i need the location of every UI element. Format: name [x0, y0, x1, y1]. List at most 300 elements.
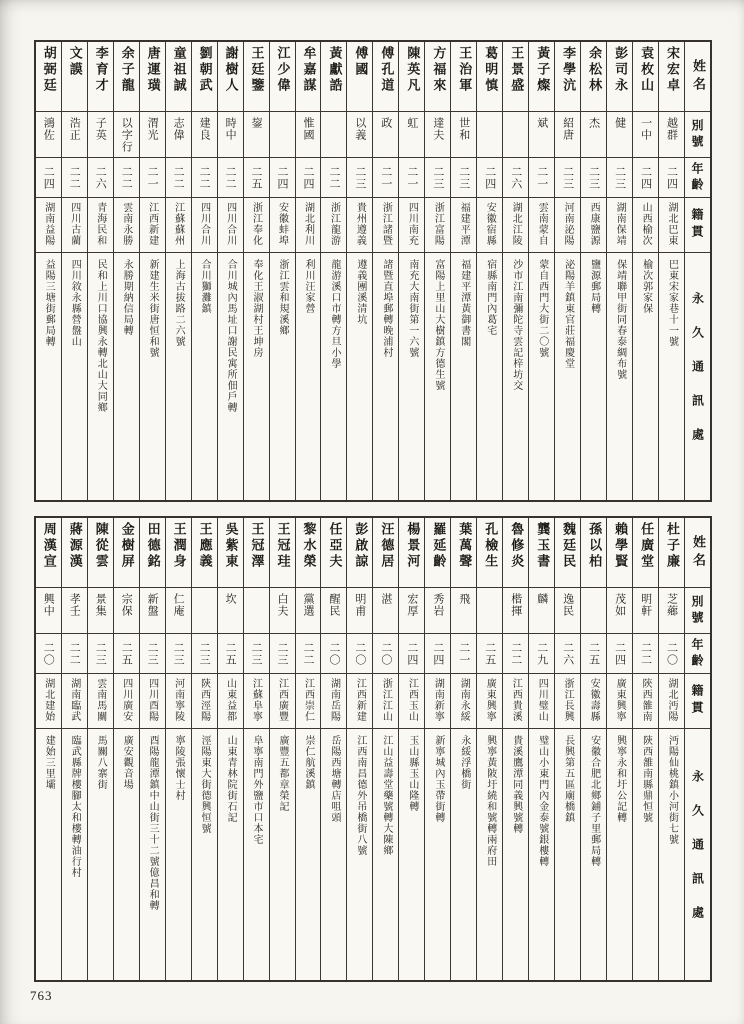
person-alias: 志偉 — [166, 112, 191, 158]
person-column — [372, 42, 398, 500]
person-name: 王潤身 — [166, 518, 191, 588]
person-column — [398, 518, 424, 980]
person-address: 江山益壽堂藥號轉大陳鄉 — [380, 735, 392, 856]
person-alias: 杰 — [581, 112, 606, 158]
person-name: 王景盛 — [503, 42, 528, 112]
person-native: 湖南岳陽 — [321, 674, 346, 729]
person-native: 山西榆次 — [633, 198, 658, 253]
person-address: 臨武縣牌樓腳太和樓轉油行村 — [69, 735, 81, 878]
person-alias — [581, 588, 606, 634]
person-age: 二三 — [347, 158, 372, 198]
person-native: 四川南充 — [399, 198, 424, 253]
person-alias: 斌 — [529, 112, 554, 158]
person-native: 湖南永綏 — [451, 674, 476, 729]
person-column — [269, 42, 295, 500]
person-native: 湖南臨武 — [62, 674, 87, 729]
person-address: 岳陽西塘轉店咀頭 — [328, 735, 340, 823]
person-name: 宋宏卓 — [659, 42, 684, 112]
person-native: 安徽宿縣 — [477, 198, 502, 253]
person-native: 江西廣豐 — [270, 674, 295, 729]
person-column — [632, 42, 658, 500]
person-column — [658, 42, 684, 500]
person-name: 汪德居 — [373, 518, 398, 588]
person-column — [528, 42, 554, 500]
row-label-alias: 別號 — [685, 112, 710, 158]
person-address: 玉山縣玉山隆轉 — [406, 735, 418, 812]
person-name: 余松林 — [581, 42, 606, 112]
person-name: 袁枚山 — [633, 42, 658, 112]
person-address: 龍游溪口市轉方旦小學 — [328, 259, 340, 369]
person-name: 葉萬聲 — [451, 518, 476, 588]
person-age: 二二 — [62, 634, 87, 674]
person-native: 河南泌陽 — [555, 198, 580, 253]
person-native: 雲南蒙自 — [529, 198, 554, 253]
header-column — [684, 518, 710, 980]
person-alias: 宏厚 — [399, 588, 424, 634]
person-native: 浙江長興 — [555, 674, 580, 729]
person-name: 傅孔道 — [373, 42, 398, 112]
person-alias: 宗保 — [114, 588, 139, 634]
person-native: 山東益都 — [218, 674, 243, 729]
person-alias: 茂如 — [607, 588, 632, 634]
person-column — [165, 42, 191, 500]
person-age: 二三 — [581, 158, 606, 198]
person-native: 青海民和 — [88, 198, 113, 253]
person-name: 童祖誠 — [166, 42, 191, 112]
person-address: 福建平潭黃御書閣 — [458, 259, 470, 347]
person-age: 二五 — [114, 634, 139, 674]
person-address: 民和上川口協興永轉北山大同鄉 — [95, 259, 107, 413]
person-alias: 越群 — [659, 112, 684, 158]
person-native: 湖北沔陽 — [659, 674, 684, 729]
person-alias: 景集 — [88, 588, 113, 634]
person-column — [61, 518, 87, 980]
person-column — [36, 518, 61, 980]
person-native: 貴州遵義 — [347, 198, 372, 253]
person-column — [113, 42, 139, 500]
person-column — [165, 518, 191, 980]
person-address: 保靖聯甲街同春泰綢布號 — [614, 259, 626, 380]
person-address: 益陽三塘街郵局轉 — [43, 259, 55, 347]
person-native: 廣東興寧 — [607, 674, 632, 729]
person-column — [658, 518, 684, 980]
person-column — [346, 518, 372, 980]
person-age: 二五 — [477, 634, 502, 674]
person-address: 崇仁航溪鎮 — [302, 735, 314, 790]
person-age: 二〇 — [321, 634, 346, 674]
person-address: 沙市江南彌陀寺雲記梓坊交 — [510, 259, 522, 391]
person-name: 王冠澤 — [244, 518, 269, 588]
person-alias: 飛 — [451, 588, 476, 634]
person-native: 浙江龍游 — [321, 198, 346, 253]
person-age: 二二 — [633, 634, 658, 674]
person-address: 建始三里壩 — [43, 735, 55, 790]
person-age: 二一 — [140, 158, 165, 198]
person-alias: 健 — [607, 112, 632, 158]
person-alias — [270, 112, 295, 158]
person-native: 四川合川 — [218, 198, 243, 253]
person-address: 貴溪鷹潭同義興號轉 — [510, 735, 522, 834]
person-native: 江西玉山 — [399, 674, 424, 729]
person-alias: 湛 — [373, 588, 398, 634]
person-name: 黃子燦 — [529, 42, 554, 112]
person-native: 湖南新寧 — [425, 674, 450, 729]
person-age: 二三 — [555, 158, 580, 198]
person-name: 李學沆 — [555, 42, 580, 112]
person-name: 孫以柏 — [581, 518, 606, 588]
person-alias: 時中 — [218, 112, 243, 158]
person-alias — [477, 588, 502, 634]
person-age: 二四 — [659, 158, 684, 198]
person-column — [243, 42, 269, 500]
person-alias: 紹唐 — [555, 112, 580, 158]
person-age: 二二 — [321, 158, 346, 198]
person-address: 永綏浮橋街 — [458, 735, 470, 790]
person-address: 江西南昌德外吊橋街八號 — [354, 735, 366, 856]
person-native: 四川合川 — [192, 198, 217, 253]
row-label-address: 永久通訊處 — [690, 769, 705, 940]
person-column — [87, 518, 113, 980]
person-native: 江西新建 — [347, 674, 372, 729]
person-name: 賴學賢 — [607, 518, 632, 588]
person-native: 湖北建始 — [36, 674, 61, 729]
person-age: 二三 — [451, 158, 476, 198]
person-name: 陳從雲 — [88, 518, 113, 588]
person-alias: 芝薌 — [659, 588, 684, 634]
person-native: 雲南永勝 — [114, 198, 139, 253]
person-address: 廣安觀音場 — [121, 735, 133, 790]
person-address: 酉陽龍潭鎮中山街三十二號億昌和轉 — [147, 735, 159, 911]
person-address: 諸暨直埠郵轉晚浦村 — [380, 259, 392, 358]
person-name: 葛明慎 — [477, 42, 502, 112]
person-alias: 黨選 — [296, 588, 321, 634]
person-age: 二二 — [62, 158, 87, 198]
person-column — [243, 518, 269, 980]
person-column — [450, 42, 476, 500]
person-native: 安徽蚌埠 — [270, 198, 295, 253]
person-column — [191, 42, 217, 500]
person-age: 二一 — [451, 634, 476, 674]
roster-table-bottom — [34, 516, 712, 982]
page-number: 763 — [30, 988, 53, 1003]
person-native: 雲南馬關 — [88, 674, 113, 729]
person-column — [87, 42, 113, 500]
person-age: 二三 — [607, 158, 632, 198]
person-alias: 鴻佐 — [36, 112, 61, 158]
person-address: 浙江雲和規溪鄉 — [277, 259, 289, 336]
person-native: 四川廣安 — [114, 674, 139, 729]
person-age: 二三 — [244, 634, 269, 674]
person-column — [217, 518, 243, 980]
person-address: 長興第五區廟橋鎮 — [562, 735, 574, 823]
person-address: 山東青林院街石記 — [225, 735, 237, 823]
person-age: 二二 — [296, 634, 321, 674]
person-name: 王廷鑒 — [244, 42, 269, 112]
person-age: 二三 — [166, 634, 191, 674]
person-age: 二〇 — [347, 634, 372, 674]
person-column — [554, 518, 580, 980]
person-name: 吳紫東 — [218, 518, 243, 588]
person-address: 利川汪家營 — [302, 259, 314, 314]
person-alias: 渭光 — [140, 112, 165, 158]
person-alias: 興中 — [36, 588, 61, 634]
person-name: 杜子廉 — [659, 518, 684, 588]
person-alias: 以字行 — [114, 112, 139, 158]
person-name: 江少偉 — [270, 42, 295, 112]
person-address: 寧陵張懷士村 — [173, 735, 185, 801]
person-name: 周漢宣 — [36, 518, 61, 588]
person-alias: 醒民 — [321, 588, 346, 634]
person-alias: 坎 — [218, 588, 243, 634]
person-alias: 惟國 — [296, 112, 321, 158]
person-name: 方福來 — [425, 42, 450, 112]
person-address: 璧山小東門內金泰號銀樓轉 — [536, 735, 548, 867]
person-alias: 逸民 — [555, 588, 580, 634]
person-column — [606, 42, 632, 500]
person-column — [398, 42, 424, 500]
person-address: 廣豐五都章榮記 — [277, 735, 289, 812]
person-name: 黃獻誥 — [321, 42, 346, 112]
person-name: 胡弼廷 — [36, 42, 61, 112]
person-alias: 世和 — [451, 112, 476, 158]
person-native: 江西崇仁 — [296, 674, 321, 729]
person-age: 二五 — [581, 634, 606, 674]
person-age: 二四 — [633, 158, 658, 198]
person-address: 泌陽羊鎮東官莊福慶堂 — [562, 259, 574, 369]
person-native: 湖北江陵 — [503, 198, 528, 253]
person-address: 富陽上里山大樹鎮方德生號 — [432, 259, 444, 391]
person-address: 南充大南街第一六號 — [406, 259, 418, 358]
person-column — [424, 518, 450, 980]
person-name: 羅延齡 — [425, 518, 450, 588]
row-label-native: 籍貫 — [685, 674, 710, 729]
person-name: 傅國 — [347, 42, 372, 112]
person-age: 二二 — [503, 634, 528, 674]
person-native: 陝西雒南 — [633, 674, 658, 729]
person-address: 沔陽仙桃鎮小河街七號 — [666, 735, 678, 845]
person-address: 興寧黃陂圩繞和號轉兩府田 — [484, 735, 496, 867]
person-native: 西康鹽源 — [581, 198, 606, 253]
person-name: 劉朝武 — [192, 42, 217, 112]
person-alias: 子英 — [88, 112, 113, 158]
person-column — [632, 518, 658, 980]
person-alias: 楷揮 — [503, 588, 528, 634]
person-name: 唐運璜 — [140, 42, 165, 112]
person-column — [269, 518, 295, 980]
person-address: 阜寧南門外鹽市口本宅 — [251, 735, 263, 845]
person-age: 二三 — [88, 634, 113, 674]
person-address: 陝西雒南縣鼎恒號 — [640, 735, 652, 823]
person-column — [502, 42, 528, 500]
person-column — [320, 518, 346, 980]
person-alias: 浩正 — [62, 112, 87, 158]
person-column — [476, 42, 502, 500]
person-name: 李育才 — [88, 42, 113, 112]
person-name: 謝樹人 — [218, 42, 243, 112]
person-name: 任亞夫 — [321, 518, 346, 588]
row-label-native: 籍貫 — [685, 198, 710, 253]
person-age: 二一 — [373, 158, 398, 198]
row-label-name: 姓名 — [685, 42, 710, 112]
person-alias: 仁庵 — [166, 588, 191, 634]
person-alias — [321, 112, 346, 158]
person-native: 浙江富陽 — [425, 198, 450, 253]
person-address: 四川敘永縣營盤山 — [69, 259, 81, 347]
person-native: 四川酉陽 — [140, 674, 165, 729]
person-age: 二二 — [218, 158, 243, 198]
person-native: 廣東興寧 — [477, 674, 502, 729]
person-native: 河南寧陵 — [166, 674, 191, 729]
person-column — [36, 42, 61, 500]
person-alias — [192, 588, 217, 634]
person-native: 浙江諸暨 — [373, 198, 398, 253]
person-name: 蔣源漢 — [62, 518, 87, 588]
person-age: 二四 — [607, 634, 632, 674]
person-column — [217, 42, 243, 500]
person-name: 王冠珪 — [270, 518, 295, 588]
person-address: 合川獅灘鎮 — [199, 259, 211, 314]
person-column — [424, 42, 450, 500]
person-alias: 白夫 — [270, 588, 295, 634]
row-label-age: 年齡 — [685, 158, 710, 198]
person-age: 二六 — [503, 158, 528, 198]
row-label-age: 年齡 — [685, 634, 710, 674]
person-alias: 建良 — [192, 112, 217, 158]
person-native: 安徽壽縣 — [581, 674, 606, 729]
person-age: 二〇 — [373, 634, 398, 674]
person-alias: 明軒 — [633, 588, 658, 634]
person-native: 江蘇阜寧 — [244, 674, 269, 729]
row-label-alias: 別號 — [685, 588, 710, 634]
person-native: 湖南保靖 — [607, 198, 632, 253]
person-address: 安徽合肥北鄉鋪子里郵局轉 — [588, 735, 600, 867]
person-name: 魯修炎 — [503, 518, 528, 588]
person-address: 永勝期納信局轉 — [121, 259, 133, 336]
person-native: 江西新建 — [140, 198, 165, 253]
person-name: 孔檢生 — [477, 518, 502, 588]
person-name: 龔玉書 — [529, 518, 554, 588]
person-name: 彭司永 — [607, 42, 632, 112]
person-column — [295, 518, 321, 980]
person-age: 二五 — [244, 158, 269, 198]
person-alias: 新盤 — [140, 588, 165, 634]
person-native: 湖南益陽 — [36, 198, 61, 253]
person-column — [502, 518, 528, 980]
person-native: 湖北巴東 — [659, 198, 684, 253]
person-column — [61, 42, 87, 500]
person-name: 金樹屏 — [114, 518, 139, 588]
person-column — [139, 518, 165, 980]
person-name: 任廣堂 — [633, 518, 658, 588]
person-column — [295, 42, 321, 500]
person-age: 二四 — [270, 158, 295, 198]
person-alias: 明甫 — [347, 588, 372, 634]
roster-table-top — [34, 40, 712, 502]
person-name: 田德銘 — [140, 518, 165, 588]
person-alias: 一中 — [633, 112, 658, 158]
person-name: 王應義 — [192, 518, 217, 588]
person-age: 二四 — [477, 158, 502, 198]
person-alias: 以義 — [347, 112, 372, 158]
person-address: 涇陽東大街德興恒號 — [199, 735, 211, 834]
person-address: 鹽源郵局轉 — [588, 259, 600, 314]
person-native: 湖北利川 — [296, 198, 321, 253]
person-alias: 政 — [373, 112, 398, 158]
header-column — [684, 42, 710, 500]
person-native: 浙江奉化 — [244, 198, 269, 253]
person-alias: 孝壬 — [62, 588, 87, 634]
person-alias: 虹 — [399, 112, 424, 158]
person-alias: 鋆 — [244, 112, 269, 158]
person-column — [113, 518, 139, 980]
person-age: 二五 — [218, 634, 243, 674]
person-column — [372, 518, 398, 980]
person-column — [346, 42, 372, 500]
person-address: 奉化王淑湖村王坤房 — [251, 259, 263, 358]
person-age: 二四 — [36, 158, 61, 198]
row-label-name: 姓名 — [685, 518, 710, 588]
person-address: 馬關八寨街 — [95, 735, 107, 790]
person-alias — [503, 112, 528, 158]
person-column — [528, 518, 554, 980]
row-label-address: 永久通訊處 — [690, 291, 705, 462]
person-address: 榆次郭家保 — [640, 259, 652, 314]
person-name: 魏廷民 — [555, 518, 580, 588]
person-age: 二一 — [529, 158, 554, 198]
person-age: 二三 — [192, 634, 217, 674]
person-address: 新寧城內玉帶街轉 — [432, 735, 444, 823]
person-name: 彭啟諒 — [347, 518, 372, 588]
person-age: 二〇 — [659, 634, 684, 674]
person-alias — [477, 112, 502, 158]
person-age: 二六 — [555, 634, 580, 674]
person-column — [580, 518, 606, 980]
person-native: 浙江江山 — [373, 674, 398, 729]
person-alias — [244, 588, 269, 634]
person-name: 牟嘉謀 — [296, 42, 321, 112]
person-age: 二一 — [399, 158, 424, 198]
person-name: 文謨 — [62, 42, 87, 112]
person-native: 福建平潭 — [451, 198, 476, 253]
person-address: 新建生米街唐恒和號 — [147, 259, 159, 358]
person-age: 二九 — [529, 634, 554, 674]
person-age: 二四 — [399, 634, 424, 674]
person-native: 四川璧山 — [529, 674, 554, 729]
person-age: 二二 — [114, 158, 139, 198]
person-alias: 秀岩 — [425, 588, 450, 634]
person-address: 巴東宋家巷十一號 — [666, 259, 678, 347]
person-native: 四川古藺 — [62, 198, 87, 253]
person-address: 遵義團溪清坑 — [354, 259, 366, 325]
person-address: 上海古拔路二六號 — [173, 259, 185, 347]
person-native: 江蘇蘇州 — [166, 198, 191, 253]
person-column — [476, 518, 502, 980]
person-age: 二三 — [270, 634, 295, 674]
person-age: 二六 — [88, 158, 113, 198]
person-alias: 達夫 — [425, 112, 450, 158]
person-address: 合川城內馬址口謝民寓所佃戶轉 — [225, 259, 237, 413]
person-column — [606, 518, 632, 980]
person-column — [139, 42, 165, 500]
person-age: 二〇 — [36, 634, 61, 674]
person-native: 江西貴溪 — [503, 674, 528, 729]
person-age: 二四 — [296, 158, 321, 198]
person-address: 蒙自西門大街二〇號 — [536, 259, 548, 358]
person-native: 陝西涇陽 — [192, 674, 217, 729]
person-name: 陳英凡 — [399, 42, 424, 112]
person-age: 二三 — [140, 634, 165, 674]
person-name: 王治軍 — [451, 42, 476, 112]
